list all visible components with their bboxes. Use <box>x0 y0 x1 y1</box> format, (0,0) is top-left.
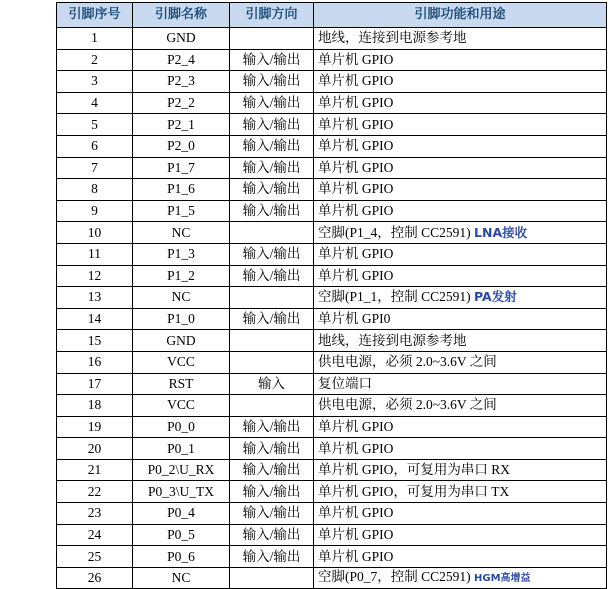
pin-name-cell: P1_7 <box>133 157 230 179</box>
pin-number-cell: 9 <box>57 200 133 222</box>
pin-function-cell <box>314 135 607 157</box>
table-row <box>57 351 607 373</box>
pin-function-text: 单片机 GPIO <box>318 73 394 89</box>
table-row <box>57 395 607 417</box>
pin-function-text: 供电电源，必须 2.0~3.6V 之间 <box>318 354 497 370</box>
pin-function-note: LNA接收 <box>474 224 528 240</box>
pin-number-cell: 12 <box>57 265 133 287</box>
pin-direction-cell: 输入/输出 <box>230 459 314 481</box>
header-pin-number: 引脚序号 <box>57 3 133 28</box>
pin-direction-cell: 输入/输出 <box>230 114 314 136</box>
table-row <box>57 330 607 352</box>
pin-number-cell: 26 <box>57 567 133 589</box>
pin-name-cell: P0_3\U_TX <box>133 481 230 503</box>
pin-direction-cell: 输入/输出 <box>230 546 314 568</box>
pin-direction-cell <box>230 287 314 309</box>
pin-function-cell <box>314 373 607 395</box>
pin-number-cell: 1 <box>57 28 133 50</box>
pin-function-text: 复位端口 <box>318 375 372 391</box>
pin-function-cell <box>314 49 607 71</box>
pin-function-text: 单片机 GPIO <box>318 95 394 111</box>
pin-number-cell: 19 <box>57 416 133 438</box>
pin-direction-cell: 输入/输出 <box>230 524 314 546</box>
table-row <box>57 28 607 50</box>
pin-function-cell <box>314 308 607 330</box>
pin-number-cell: 22 <box>57 481 133 503</box>
pin-function-cell <box>314 351 607 373</box>
pin-number-cell: 2 <box>57 49 133 71</box>
pin-direction-cell <box>230 567 314 589</box>
pin-number-cell: 3 <box>57 71 133 93</box>
pin-number-cell: 5 <box>57 114 133 136</box>
pin-function-text: 空脚(P0_7，控制 CC2591) <box>318 569 471 585</box>
pin-function-text: 单片机 GPIO <box>318 505 394 521</box>
pin-name-cell: P2_3 <box>133 71 230 93</box>
table-row <box>57 503 607 525</box>
table-row <box>57 416 607 438</box>
pin-number-cell: 20 <box>57 438 133 460</box>
table-row <box>57 524 607 546</box>
pin-function-cell <box>314 200 607 222</box>
pin-function-cell <box>314 71 607 93</box>
header-pin-name: 引脚名称 <box>133 3 230 28</box>
table-row <box>57 438 607 460</box>
pin-function-text: 单片机 GPIO <box>318 181 394 197</box>
pin-name-cell: P1_0 <box>133 308 230 330</box>
pin-direction-cell: 输入/输出 <box>230 308 314 330</box>
table-row <box>57 567 607 589</box>
pin-direction-cell <box>230 330 314 352</box>
pin-function-cell <box>314 114 607 136</box>
table-row <box>57 222 607 244</box>
table-row <box>57 92 607 114</box>
pin-direction-cell <box>230 222 314 244</box>
pin-function-cell <box>314 503 607 525</box>
pin-function-text: 单片机 GPIO，可复用为串口 RX <box>318 462 511 478</box>
pin-name-cell: P0_5 <box>133 524 230 546</box>
table-row <box>57 287 607 309</box>
pin-function-text: 单片机 GPIO <box>318 51 394 67</box>
table-row <box>57 481 607 503</box>
pin-name-cell: P2_2 <box>133 92 230 114</box>
pin-name-cell: P2_0 <box>133 135 230 157</box>
pin-number-cell: 8 <box>57 179 133 201</box>
pin-number-cell: 25 <box>57 546 133 568</box>
pin-direction-cell: 输入/输出 <box>230 265 314 287</box>
pin-function-text: 单片机 GPIO <box>318 203 394 219</box>
pin-function-cell <box>314 395 607 417</box>
pin-number-cell: 18 <box>57 395 133 417</box>
pin-function-cell <box>314 265 607 287</box>
pin-name-cell: P1_2 <box>133 265 230 287</box>
pin-function-text: 地线，连接到电源参考地 <box>318 332 467 348</box>
pin-function-text: 单片机 GPIO <box>318 267 394 283</box>
pin-direction-cell: 输入/输出 <box>230 416 314 438</box>
pin-function-text: 单片机 GPI0 <box>318 311 391 327</box>
header-row <box>57 3 607 28</box>
pin-name-cell: P0_6 <box>133 546 230 568</box>
table-row <box>57 546 607 568</box>
pin-function-text: 供电电源，必须 2.0~3.6V 之间 <box>318 397 497 413</box>
pin-direction-cell <box>230 28 314 50</box>
pin-name-cell: P1_3 <box>133 243 230 265</box>
pin-number-cell: 14 <box>57 308 133 330</box>
table-row <box>57 265 607 287</box>
pin-function-text: 单片机 GPIO <box>318 418 394 434</box>
pin-function-cell <box>314 567 607 589</box>
pin-direction-cell: 输入/输出 <box>230 71 314 93</box>
table-row <box>57 459 607 481</box>
pin-name-cell: GND <box>133 28 230 50</box>
pin-function-text: 单片机 GPIO <box>318 440 394 456</box>
pin-direction-cell <box>230 395 314 417</box>
pin-number-cell: 16 <box>57 351 133 373</box>
pin-direction-cell: 输入/输出 <box>230 481 314 503</box>
pin-number-cell: 6 <box>57 135 133 157</box>
table-row <box>57 114 607 136</box>
pin-name-cell: P2_4 <box>133 49 230 71</box>
pin-function-cell <box>314 416 607 438</box>
pin-table <box>56 2 607 589</box>
pin-name-cell: P0_1 <box>133 438 230 460</box>
table-row <box>57 49 607 71</box>
pin-function-cell <box>314 546 607 568</box>
pin-function-cell <box>314 330 607 352</box>
pin-direction-cell: 输入/输出 <box>230 157 314 179</box>
pin-function-cell <box>314 481 607 503</box>
pin-number-cell: 7 <box>57 157 133 179</box>
pin-function-cell <box>314 524 607 546</box>
pin-name-cell: NC <box>133 287 230 309</box>
pin-function-cell <box>314 157 607 179</box>
pin-name-cell: GND <box>133 330 230 352</box>
pin-number-cell: 23 <box>57 503 133 525</box>
pin-number-cell: 4 <box>57 92 133 114</box>
pin-name-cell: VCC <box>133 351 230 373</box>
pin-number-cell: 10 <box>57 222 133 244</box>
pin-function-cell <box>314 287 607 309</box>
pin-direction-cell: 输入/输出 <box>230 200 314 222</box>
pin-function-text: 空脚(P1_1，控制 CC2591) <box>318 289 471 305</box>
pin-name-cell: P2_1 <box>133 114 230 136</box>
header-pin-direction: 引脚方向 <box>230 3 314 28</box>
pin-name-cell: P0_2\U_RX <box>133 459 230 481</box>
table-row <box>57 157 607 179</box>
pin-name-cell: P0_4 <box>133 503 230 525</box>
pin-number-cell: 24 <box>57 524 133 546</box>
pin-function-cell <box>314 459 607 481</box>
pin-function-text: 单片机 GPIO <box>318 138 394 154</box>
table-row <box>57 243 607 265</box>
pin-direction-cell <box>230 351 314 373</box>
pin-function-note: HGM高增益 <box>474 573 531 585</box>
pin-function-text: 单片机 GPIO <box>318 246 394 262</box>
pin-name-cell: RST <box>133 373 230 395</box>
pin-number-cell: 13 <box>57 287 133 309</box>
table-row <box>57 200 607 222</box>
pin-name-cell: NC <box>133 567 230 589</box>
pin-function-text: 单片机 GPIO <box>318 526 394 542</box>
table-row <box>57 179 607 201</box>
pin-number-cell: 17 <box>57 373 133 395</box>
header-pin-function: 引脚功能和用途 <box>314 3 607 28</box>
pin-function-text: 单片机 GPIO <box>318 548 394 564</box>
pin-name-cell: P1_5 <box>133 200 230 222</box>
pin-function-text: 地线，连接到电源参考地 <box>318 30 467 46</box>
pin-direction-cell: 输入/输出 <box>230 438 314 460</box>
pin-function-cell <box>314 92 607 114</box>
pin-function-text: 单片机 GPIO，可复用为串口 TX <box>318 483 510 499</box>
table-row <box>57 373 607 395</box>
pin-direction-cell: 输入/输出 <box>230 243 314 265</box>
pin-function-cell <box>314 243 607 265</box>
pin-function-cell <box>314 222 607 244</box>
table-row <box>57 135 607 157</box>
table-row <box>57 71 607 93</box>
pin-name-cell: NC <box>133 222 230 244</box>
pin-function-cell <box>314 179 607 201</box>
pin-function-text: 单片机 GPIO <box>318 159 394 175</box>
pin-function-text: 单片机 GPIO <box>318 116 394 132</box>
pin-function-cell <box>314 438 607 460</box>
pin-name-cell: VCC <box>133 395 230 417</box>
pin-number-cell: 11 <box>57 243 133 265</box>
pin-name-cell: P0_0 <box>133 416 230 438</box>
pin-direction-cell: 输入/输出 <box>230 135 314 157</box>
pin-direction-cell: 输入/输出 <box>230 92 314 114</box>
pin-function-cell <box>314 28 607 50</box>
pin-direction-cell: 输入/输出 <box>230 179 314 201</box>
pin-function-text: 空脚(P1_4，控制 CC2591) <box>318 224 471 240</box>
pin-name-cell: P1_6 <box>133 179 230 201</box>
pin-direction-cell: 输入/输出 <box>230 503 314 525</box>
pin-direction-cell: 输入/输出 <box>230 49 314 71</box>
table-row <box>57 308 607 330</box>
pin-function-note: PA发射 <box>474 289 517 305</box>
pin-number-cell: 15 <box>57 330 133 352</box>
pin-number-cell: 21 <box>57 459 133 481</box>
pin-table-body <box>57 28 607 589</box>
pin-direction-cell: 输入 <box>230 373 314 395</box>
